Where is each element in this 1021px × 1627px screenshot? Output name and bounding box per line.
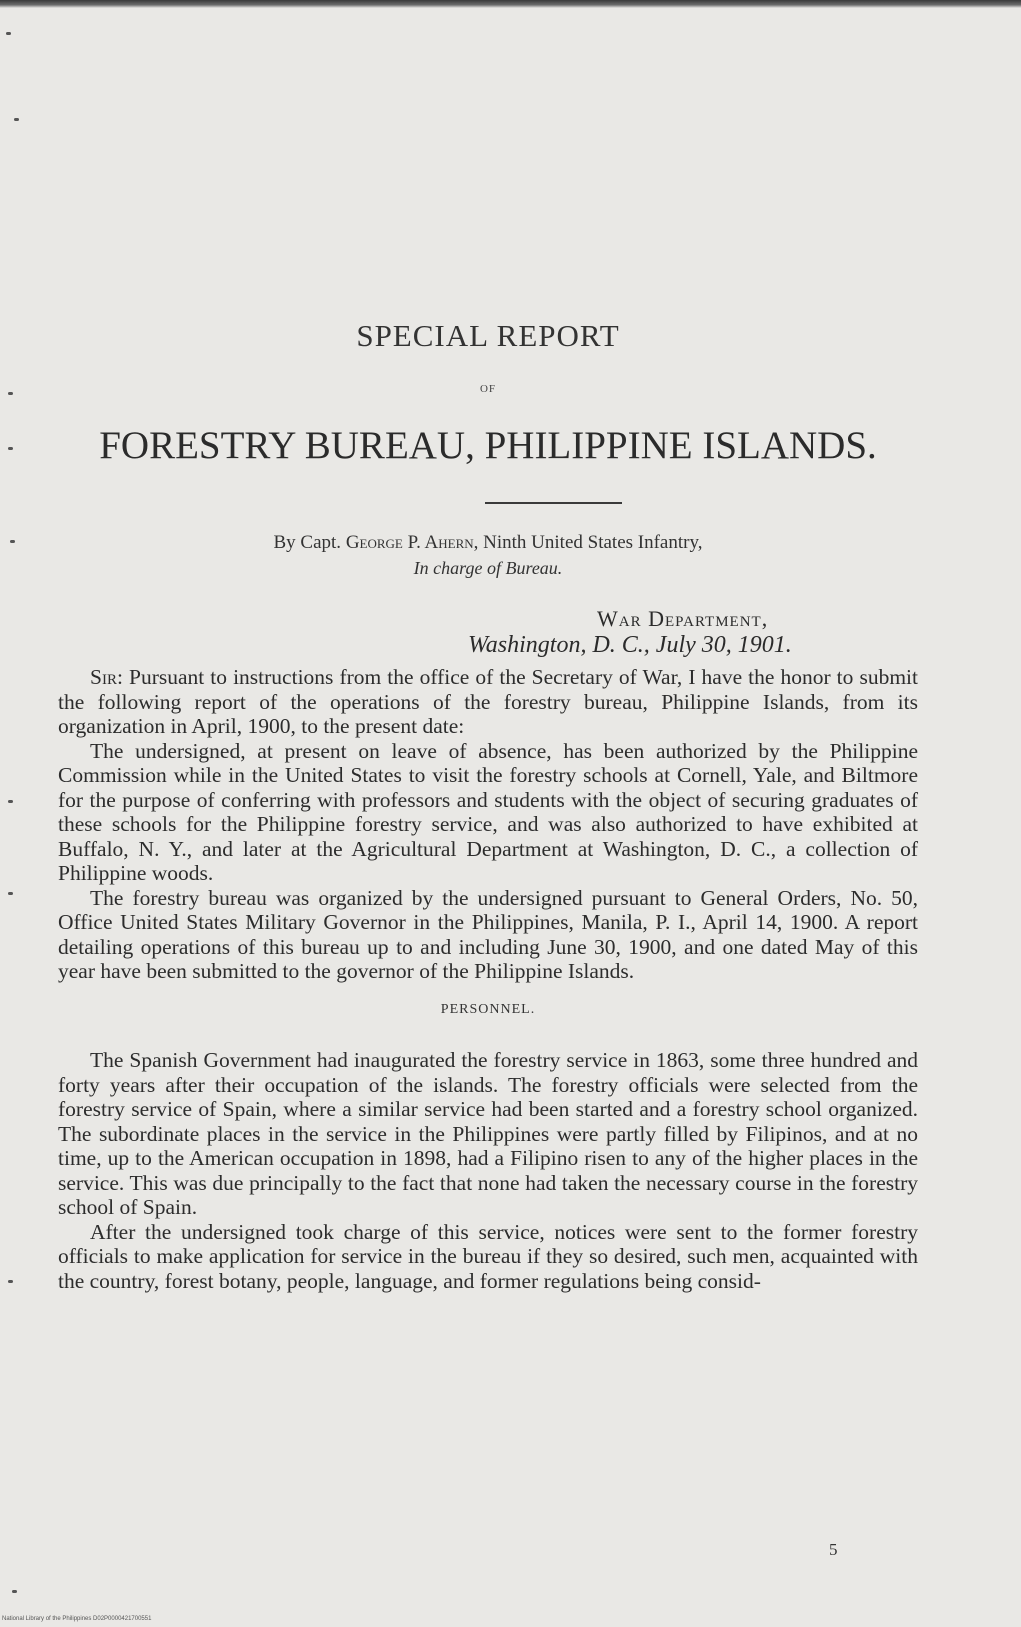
document-page [58, 0, 918, 1627]
title-rule [485, 502, 622, 504]
paragraph [58, 665, 918, 739]
author-name: George P. Ahern, [345, 532, 479, 553]
scan-speck [6, 32, 11, 35]
scan-speck [12, 1590, 17, 1593]
byline [58, 532, 918, 554]
scan-credit: National Library of the Philippines D02P0000421700551 [2, 1616, 152, 1622]
author-rank: Ninth United States Infantry, [483, 532, 703, 553]
scan-speck [14, 118, 19, 121]
paragraph: After the undersigned took charge of this service, notices were sent to the former forestry officials to make application for service in the bureau if they so desired, such men, acquainted with the country, forest botany, people, language, and former regulations being consid- [58, 1219, 918, 1293]
scan-speck [8, 447, 13, 450]
scan-speck [10, 540, 15, 543]
author-role: In charge of Bureau. [413, 558, 563, 578]
paragraph: The forestry bureau was organized by the undersigned pursuant to General Orders, No. 50, Office United States Military Governor in the Philippines, Manila, P. I., April 14, 1900. A report detailing operations of this bureau up to and including June 30, 1900, and one dated May of this year have been submitted to the governor of the Philippine Islands. [58, 885, 918, 983]
paragraph: The Spanish Government had inaugurated the forestry service in 1863, some three hundred and forty years after their occupation of the islands. The forestry officials were selected from the forestry service of Spain, where a similar service had been started and a forestry school organized. The subordinate places in the service in the Philippines were partly filled by Filipinos, and at no time, up to the American occupation in 1898, had a Filipino risen to any of the higher places in the service. This was due principally to the fact that none had taken the necessary course in the forestry school of Spain. [58, 1048, 918, 1219]
page-number: 5 [829, 1540, 838, 1559]
title-connector: OF [479, 383, 497, 395]
scan-speck [8, 892, 13, 895]
paragraph: The undersigned, at present on leave of absence, has been authorized by the Philippine Commission while in the United States to visit the forestry schools at Cornell, Yale, and Biltmore for the purpose of conferring with professors and students with the object of securing graduates of these schools for the Philippine forestry service, and was also authorized to have exhibited at Buffalo, N. Y., and later at the Agricultural Department at Washington, D. C., a collection of Philippine woods. [58, 738, 918, 885]
section-heading-personnel: PERSONNEL. [440, 1001, 536, 1017]
report-title: SPECIAL REPORT [356, 318, 620, 353]
department-heading: War Department, [597, 606, 769, 631]
report-body [58, 665, 918, 1293]
scan-speck [8, 1280, 13, 1283]
scan-speck [8, 392, 13, 395]
report-subtitle: FORESTRY BUREAU, PHILIPPINE ISLANDS. [99, 424, 877, 467]
scan-speck [8, 800, 13, 803]
paragraph-text: Pursuant to instructions from the office of the Secretary of War, I have the honor to submit the following report of the operations of the forestry bureau, Philippine Islands, from its organization in April, 1900, to the present date: [58, 665, 918, 738]
salutation: Sir: [90, 665, 123, 689]
byline-prefix: By Capt. [273, 532, 342, 553]
dateline: Washington, D. C., July 30, 1901. [468, 632, 792, 658]
